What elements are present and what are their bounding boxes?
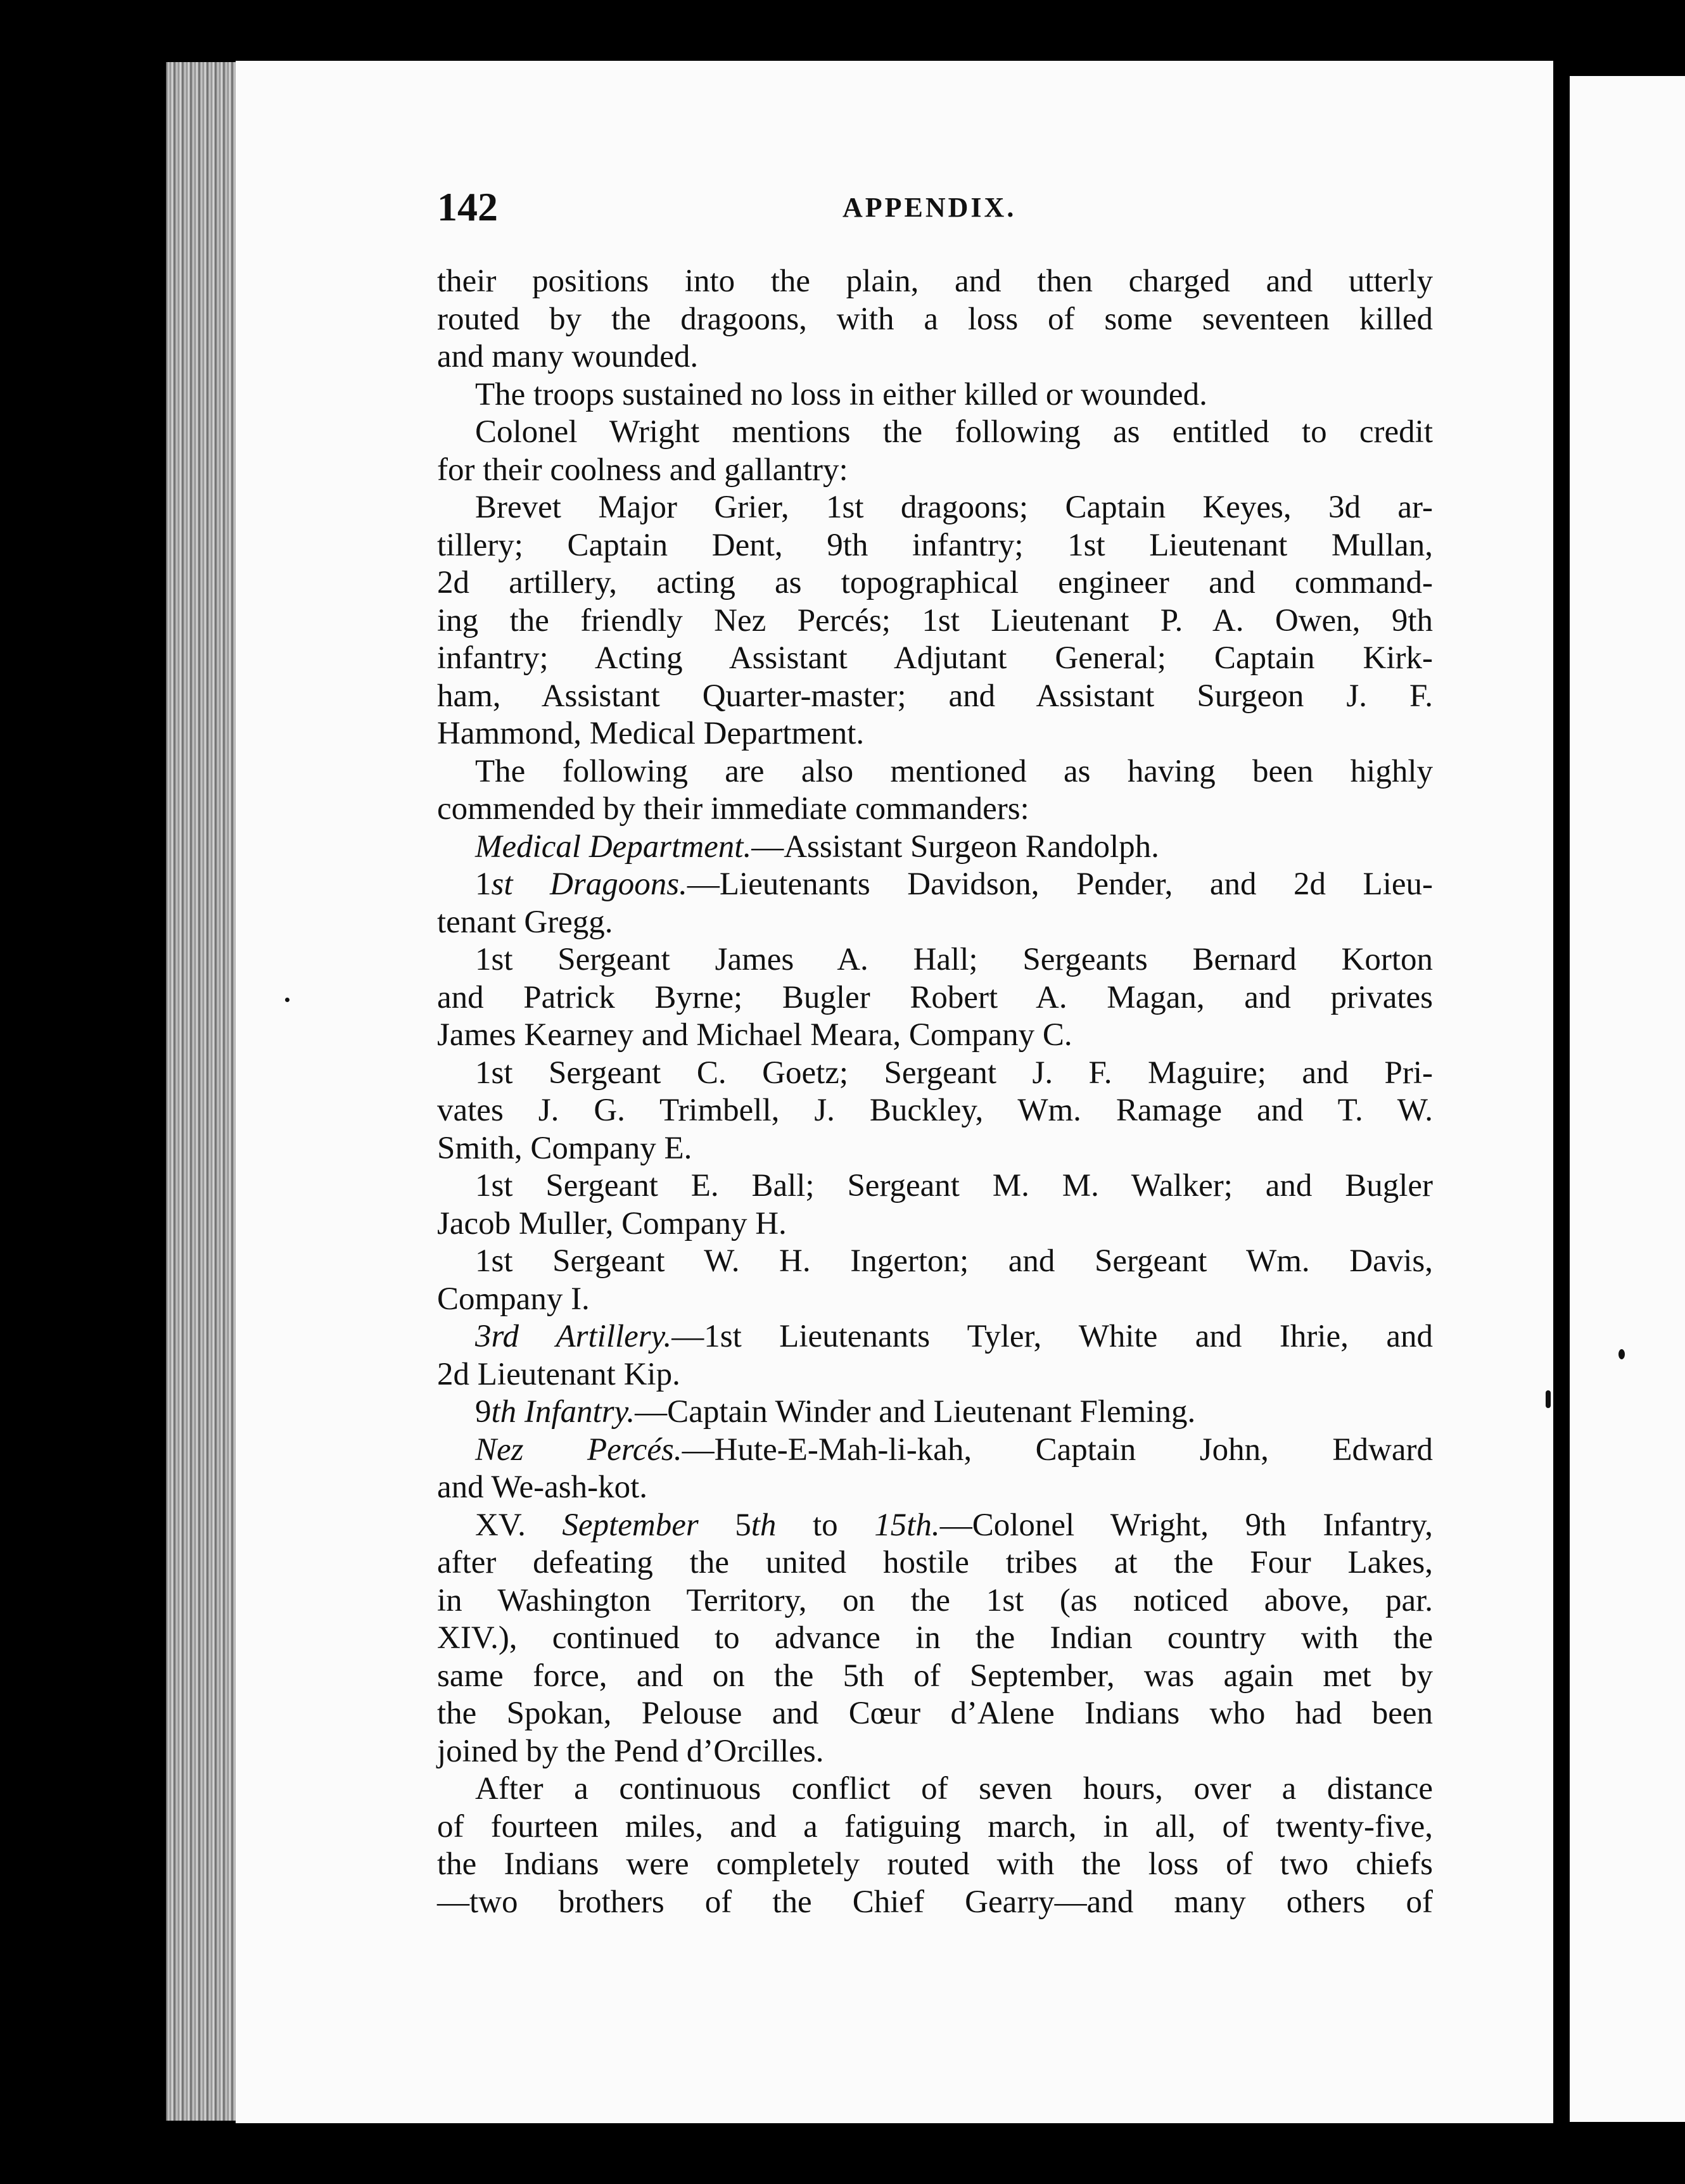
text-run: —Hute-E-Mah-li-kah, Captain John, Edward [682, 1432, 1433, 1468]
text-run: Colonel Wright mentions the following as entitled to credit [475, 414, 1433, 450]
ink-speck [285, 998, 289, 1002]
text-run: 1st Sergeant W. H. Ingerton; and Sergeant Wm. Davis, [475, 1243, 1433, 1279]
text-line [437, 414, 1433, 452]
text-line [437, 489, 1433, 527]
text-line [437, 301, 1433, 339]
text-run: and Patrick Byrne; Bugler Robert A. Magan, and privates [437, 979, 1433, 1015]
text-run: 5 [698, 1507, 751, 1543]
text-run: of fourteen miles, and a fatiguing march, in all, of twenty-five, [437, 1808, 1433, 1844]
text-line [437, 904, 1433, 942]
text-line [437, 1432, 1433, 1470]
page-number: 142 [437, 184, 498, 229]
text-line [437, 452, 1433, 490]
text-line [437, 1055, 1433, 1093]
italic-run: th [751, 1507, 777, 1543]
text-line [437, 790, 1433, 829]
ink-speck [1618, 1349, 1625, 1359]
text-line [437, 1733, 1433, 1771]
text-run: Company I. [437, 1281, 590, 1317]
text-run: —1st Lieutenants Tyler, White and Ihrie, and [671, 1319, 1433, 1354]
text-run: ham, Assistant Quarter-master; and Assistant Surgeon J. F. [437, 678, 1433, 714]
text-run: in Washington Territory, on the 1st (as noticed above, par. [437, 1582, 1433, 1618]
text-run: Smith, Company E. [437, 1130, 692, 1166]
text-run: tenant Gregg. [437, 904, 613, 940]
text-line [437, 1695, 1433, 1733]
text-run: tillery; Captain Dent, 9th infantry; 1st Lieutenant Mullan, [437, 527, 1433, 563]
text-line [437, 1356, 1433, 1394]
text-line [437, 1507, 1433, 1545]
text-line [437, 376, 1433, 414]
text-run: their positions into the plain, and then charged and utterly [437, 263, 1433, 299]
text-run: Brevet Major Grier, 1st dragoons; Captain Keyes, 3d ar- [475, 490, 1433, 525]
text-line [437, 715, 1433, 753]
text-run: and many wounded. [437, 339, 699, 374]
text-line [437, 1394, 1433, 1432]
text-run: After a continuous conflict of seven hours, over a distance [475, 1771, 1433, 1806]
italic-run: st Dragoons. [491, 867, 687, 902]
text-line [437, 1469, 1433, 1507]
text-line [437, 640, 1433, 678]
text-line [437, 564, 1433, 602]
text-line [437, 1243, 1433, 1281]
running-head: APPENDIX. [842, 192, 1017, 223]
text-line [437, 1582, 1433, 1620]
italic-run: Medical Department. [475, 829, 752, 865]
text-run: routed by the dragoons, with a loss of some seventeen killed [437, 301, 1433, 337]
text-run: vates J. G. Trimbell, J. Buckley, Wm. Ramage and T. W. [437, 1093, 1433, 1128]
text-line [437, 1017, 1433, 1055]
ink-speck [1546, 1390, 1551, 1408]
text-run: —Colonel Wright, 9th Infantry, [939, 1507, 1434, 1543]
text-line [437, 979, 1433, 1017]
text-line [437, 1620, 1433, 1658]
text-line [437, 1281, 1433, 1319]
text-line [437, 338, 1433, 376]
italic-run: 15th. [874, 1507, 940, 1543]
facing-page-edge [1570, 76, 1685, 2122]
text-run: to [776, 1507, 875, 1543]
text-line [437, 941, 1433, 979]
text-run: for their coolness and gallantry: [437, 452, 848, 488]
text-line [437, 1318, 1433, 1356]
text-run: 2d artillery, acting as topographical engineer and command- [437, 565, 1433, 600]
text-line [437, 678, 1433, 716]
text-run: commended by their immediate commanders: [437, 791, 1029, 827]
text-run: Jacob Muller, Company H. [437, 1205, 787, 1241]
text-run: ing the friendly Nez Percés; 1st Lieutenant P. A. Owen, 9th [437, 602, 1433, 638]
text-line [437, 753, 1433, 791]
text-line [437, 829, 1433, 867]
italic-run: th Infantry. [491, 1394, 635, 1430]
text-line [437, 1884, 1433, 1922]
text-run: —Captain Winder and Lieutenant Fleming. [635, 1394, 1196, 1430]
text-line [437, 1808, 1433, 1846]
text-run: —two brothers of the Chief Gearry—and many others of [437, 1884, 1433, 1920]
text-run: after defeating the united hostile tribes at the Four Lakes, [437, 1545, 1433, 1580]
body-text [437, 263, 1433, 1921]
text-run: —Assistant Surgeon Randolph. [751, 829, 1159, 865]
text-line [437, 1846, 1433, 1884]
text-run: the Indians were completely routed with the loss of two chiefs [437, 1846, 1433, 1882]
text-run: the Spokan, Pelouse and Cœur d’Alene Indians who had been [437, 1696, 1433, 1731]
text-line [437, 1130, 1433, 1168]
text-run: joined by the Pend d’Orcilles. [437, 1733, 824, 1769]
italic-run: 3rd Artillery. [475, 1319, 672, 1354]
text-line [437, 1092, 1433, 1130]
text-run: —Lieutenants Davidson, Pender, and 2d Lieu- [687, 867, 1434, 902]
text-line [437, 1658, 1433, 1696]
text-run: Hammond, Medical Department. [437, 716, 865, 751]
text-run: 2d Lieutenant Kip. [437, 1356, 680, 1392]
text-run: and We-ash-kot. [437, 1470, 648, 1505]
text-line [437, 263, 1433, 301]
text-run: same force, and on the 5th of September, was again met by [437, 1658, 1433, 1694]
text-run: 1st Sergeant James A. Hall; Sergeants Bernard Korton [475, 942, 1433, 977]
italic-run: Nez Percés. [475, 1432, 682, 1468]
text-run: 1st Sergeant E. Ball; Sergeant M. M. Walker; and Bugler [475, 1168, 1433, 1203]
text-run: XIV.), continued to advance in the Indian country with the [437, 1620, 1433, 1656]
text-line [437, 1167, 1433, 1205]
text-run: 1 [475, 867, 492, 902]
text-line [437, 1770, 1433, 1808]
text-run: infantry; Acting Assistant Adjutant General; Captain Kirk- [437, 640, 1433, 676]
page-edges [166, 62, 242, 2121]
text-run: James Kearney and Michael Meara, Company C. [437, 1017, 1072, 1053]
text-run: The troops sustained no loss in either killed or wounded. [475, 376, 1207, 412]
text-line [437, 866, 1433, 904]
text-line [437, 527, 1433, 565]
text-run: XV. [475, 1507, 563, 1543]
text-run: The following are also mentioned as having been highly [475, 753, 1433, 789]
text-line [437, 1544, 1433, 1582]
italic-run: September [562, 1507, 699, 1543]
text-run: 9 [475, 1394, 492, 1430]
text-line [437, 1205, 1433, 1243]
text-run: 1st Sergeant C. Goetz; Sergeant J. F. Maguire; and Pri- [475, 1055, 1433, 1091]
page-header [437, 184, 1425, 241]
text-line [437, 602, 1433, 640]
